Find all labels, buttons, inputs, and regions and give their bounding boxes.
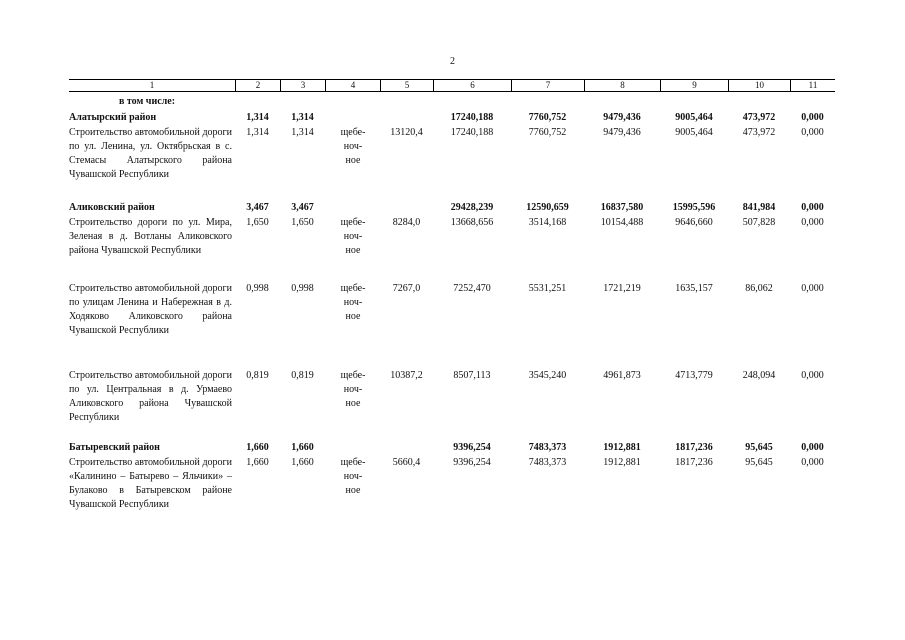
cell-col-11: 0,000 — [801, 202, 824, 213]
cell-col-11: 0,000 — [801, 370, 824, 381]
cell-col-10: 841,984 — [742, 202, 776, 213]
cell-col-10: 507,828 — [742, 217, 776, 228]
header-col-6: 6 — [433, 80, 511, 91]
cell-col-11: 0,000 — [801, 457, 824, 468]
cell-col-5: 5660,4 — [392, 457, 421, 468]
cell-col-3: 1,650 — [291, 217, 314, 228]
cell-col-6: 7252,470 — [453, 283, 491, 294]
cell-col-1: Аликовский район — [69, 202, 155, 213]
cell-col-2: 0,819 — [246, 370, 269, 381]
cell-col-1: Строительство автомобильной дороги по ул. Ленина, ул. Октябрьская в с. Стемасы Алатырского района Чувашской Республики — [69, 127, 232, 180]
cell-col-9: 9005,464 — [675, 127, 713, 138]
cell-col-5: 13120,4 — [390, 127, 423, 138]
cell-col-8: 1912,881 — [603, 457, 641, 468]
cell-col-1: Алатырский район — [69, 112, 157, 123]
cell-col-7: 7483,373 — [528, 442, 567, 453]
cell-col-2: 1,660 — [246, 457, 269, 468]
cell-col-10: 95,645 — [745, 442, 773, 453]
cell-col-7: 3545,240 — [528, 370, 567, 381]
cell-col-1: Строительство автомобильной дороги по улицам Ленина и Набережная в д. Ходяково Аликовского района Чувашской Республики — [69, 283, 232, 336]
cell-col-5: 8284,0 — [392, 217, 421, 228]
cell-col-9: 1817,236 — [675, 457, 713, 468]
cell-col-7: 7760,752 — [528, 127, 567, 138]
cell-col-2: 1,314 — [246, 127, 269, 138]
cell-col-9: 1817,236 — [675, 442, 713, 453]
cell-col-3: 1,660 — [291, 442, 314, 453]
page-number: 2 — [450, 56, 455, 67]
cell-col-2: 1,314 — [246, 112, 269, 123]
header-col-8: 8 — [584, 80, 660, 91]
cell-col-3: 0,998 — [291, 283, 314, 294]
data-table — [69, 79, 835, 562]
cell-col-7: 7483,373 — [528, 457, 567, 468]
cell-col-6: 13668,656 — [450, 217, 494, 228]
cell-col-11: 0,000 — [801, 442, 824, 453]
cell-col-6: 8507,113 — [453, 370, 491, 381]
cell-col-10: 473,972 — [742, 112, 776, 123]
cell-col-9: 9646,660 — [675, 217, 713, 228]
cell-col-8: 9479,436 — [603, 112, 641, 123]
cell-col-9: 15995,596 — [672, 202, 716, 213]
cell-col-3: 3,467 — [291, 202, 314, 213]
cell-col-7: 12590,659 — [526, 202, 569, 213]
cell-col-8: 1912,881 — [603, 442, 641, 453]
header-col-10: 10 — [728, 80, 790, 91]
cell-col-6: 17240,188 — [450, 112, 494, 123]
header-col-2: 2 — [235, 80, 280, 91]
cell-col-2: 0,998 — [246, 283, 269, 294]
header-col-9: 9 — [660, 80, 728, 91]
header-col-5: 5 — [380, 80, 433, 91]
cell-col-2: 1,660 — [246, 442, 269, 453]
cell-col-7: 5531,251 — [528, 283, 567, 294]
header-col-4: 4 — [325, 80, 380, 91]
cell-col-2: 3,467 — [246, 202, 269, 213]
header-col-3: 3 — [280, 80, 325, 91]
cell-col-5: 7267,0 — [392, 283, 421, 294]
cell-col-11: 0,000 — [801, 283, 824, 294]
cell-col-4: щебе- ноч- ное — [340, 283, 366, 322]
cell-col-9: 1635,157 — [675, 283, 713, 294]
cell-col-7: 3514,168 — [528, 217, 567, 228]
cell-col-9: 4713,779 — [675, 370, 713, 381]
cell-col-10: 248,094 — [742, 370, 776, 381]
cell-col-5: 10387,2 — [390, 370, 423, 381]
cell-col-10: 473,972 — [742, 127, 776, 138]
cell-col-3: 1,314 — [291, 127, 314, 138]
cell-col-4: щебе- ноч- ное — [340, 370, 366, 409]
cell-col-7: 7760,752 — [528, 112, 567, 123]
cell-col-3: 1,314 — [291, 112, 314, 123]
header-col-1: 1 — [149, 80, 155, 90]
cell-col-6: 17240,188 — [450, 127, 494, 138]
cell-col-10: 95,645 — [745, 457, 773, 468]
cell-col-6: 29428,239 — [450, 202, 494, 213]
table-header-row — [69, 79, 835, 92]
cell-col-1: Строительство автомобильной дороги «Калинино – Батырево – Яльчики» – Булаково в Батыревском районе Чувашской Республики — [69, 457, 232, 510]
cell-col-11: 0,000 — [801, 127, 824, 138]
cell-col-8: 9479,436 — [603, 127, 641, 138]
cell-col-10: 86,062 — [745, 283, 773, 294]
header-col-11: 11 — [790, 80, 835, 91]
cell-col-6: 9396,254 — [453, 442, 491, 453]
cell-col-8: 1721,219 — [603, 283, 641, 294]
cell-col-1: Строительство дороги по ул. Мира, Зеленая в д. Вотланы Аликовского района Чувашской Республики — [69, 217, 232, 256]
cell-col-9: 9005,464 — [675, 112, 713, 123]
cell-col-3: 1,660 — [291, 457, 314, 468]
cell-col-11: 0,000 — [801, 217, 824, 228]
cell-col-8: 16837,580 — [600, 202, 644, 213]
cell-col-2: 1,650 — [246, 217, 269, 228]
cell-col-1: Батыревский район — [69, 442, 160, 453]
cell-col-4: щебе- ноч- ное — [340, 457, 366, 496]
cell-col-8: 10154,488 — [600, 217, 644, 228]
cell-col-1: Строительство автомобильной дороги по ул. Центральная в д. Урмаево Аликовского района Чувашской Республики — [69, 370, 232, 423]
cell-col-4: щебе- ноч- ное — [340, 217, 366, 256]
header-col-7: 7 — [511, 80, 584, 91]
cell-col-8: 4961,873 — [603, 370, 641, 381]
cell-col-11: 0,000 — [801, 112, 824, 123]
cell-col-3: 0,819 — [291, 370, 314, 381]
subtitle: в том числе: — [119, 96, 176, 107]
cell-col-4: щебе- ноч- ное — [340, 127, 366, 166]
cell-col-6: 9396,254 — [453, 457, 491, 468]
